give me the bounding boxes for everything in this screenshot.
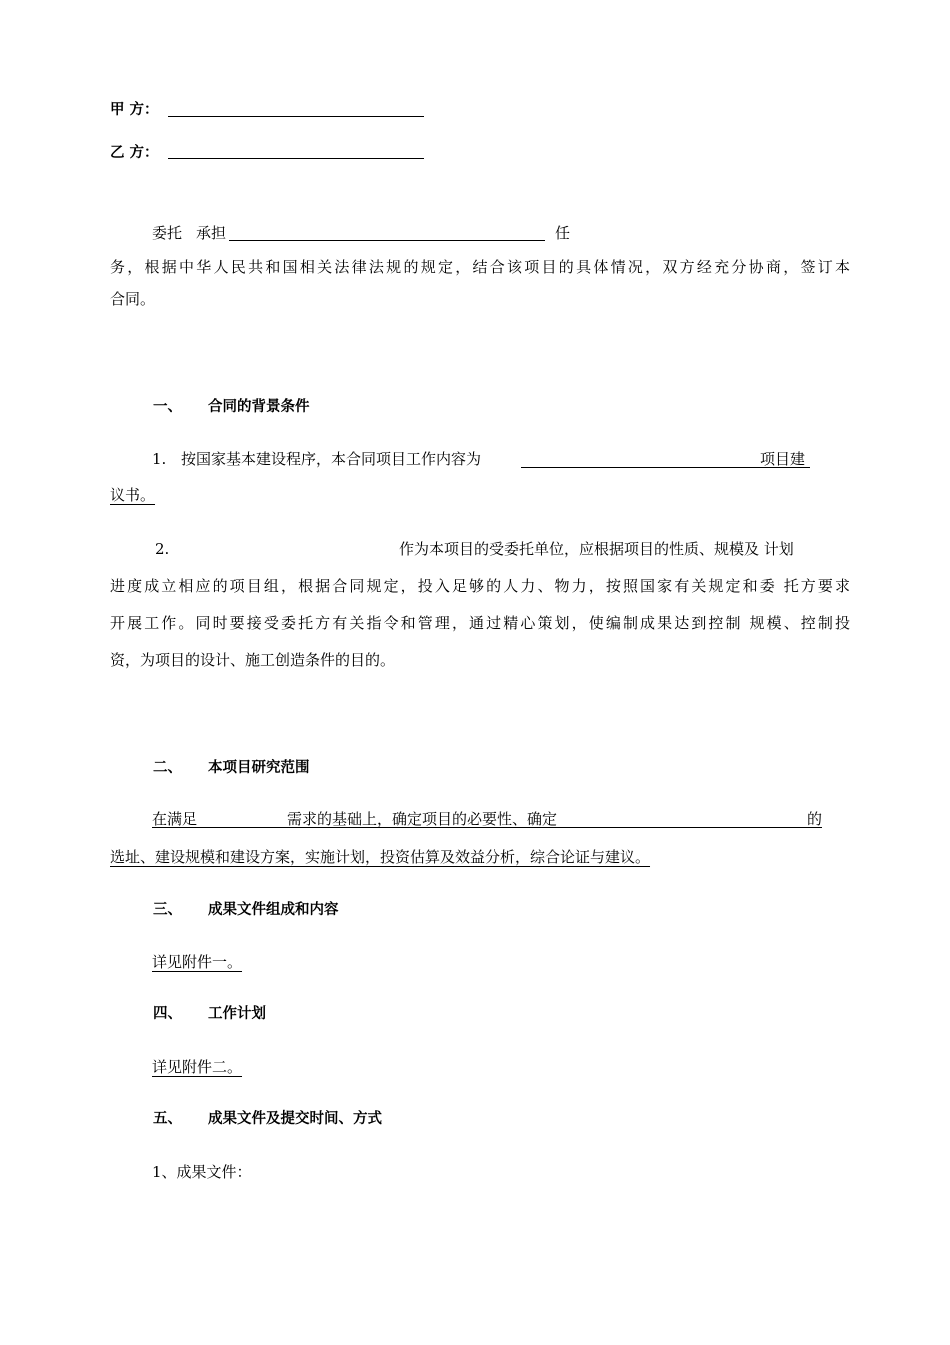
party-b-blank[interactable] [168, 158, 424, 159]
section-2-line-1-end: 的 [807, 810, 823, 828]
section-2-line-1-b: 需求的基础上，确定项目的必要性、确定 [287, 810, 558, 828]
section-1-item-2-line-2: 进度成立相应的项目组，根据合同规定，投入足够的人力、物力，按照国家有关规定和委 托方要求 [110, 577, 850, 595]
section-1-number: 一、 [153, 399, 182, 415]
section-1-item-2-number: 2. [155, 540, 170, 558]
section-1-item-2-line-1: 作为本项目的受委托单位，应根据项目的性质、规模及 计划 [399, 540, 794, 558]
section-2-line-2: 选址、建设规模和建设方案，实施计划，投资估算及效益分析，综合论证与建议。 [110, 848, 651, 866]
intro-line-3: 合同。 [110, 290, 156, 308]
section-3-number: 三、 [153, 902, 182, 918]
section-4-number: 四、 [153, 1006, 182, 1022]
section-3-body: 详见附件一。 [152, 953, 243, 971]
intro-project-blank[interactable] [229, 240, 545, 241]
section-2-line-1-a: 在满足 [152, 810, 198, 828]
section-2-number: 二、 [153, 760, 182, 776]
section-1-title: 合同的背景条件 [208, 399, 310, 415]
party-b-label: 乙 方： [110, 145, 159, 161]
intro-entrust: 委托 [152, 224, 183, 242]
section-1-item-1-number: 1. [152, 450, 167, 468]
intro-line-2: 务，根据中华人民共和国相关法律法规的规定，结合该项目的具体情况，双方经充分协商，签订本 [110, 258, 850, 276]
section-2-line-1-underline[interactable] [152, 827, 822, 828]
section-3-title: 成果文件组成和内容 [208, 902, 339, 918]
section-5-item-1: 1、成果文件： [152, 1163, 252, 1181]
section-1-item-1-line-2: 议书。 [110, 486, 156, 504]
section-4-body: 详见附件二。 [152, 1058, 243, 1076]
section-1-item-2-line-3: 开展工作。同时要接受委托方有关指令和管理，通过精心策划，使编制成果达到控制 规模、控制投 [110, 614, 850, 632]
intro-undertake: 承担 [196, 224, 227, 242]
section-4-title: 工作计划 [208, 1006, 266, 1022]
section-5-title: 成果文件及提交时间、方式 [208, 1111, 382, 1127]
party-a-label: 甲 方： [110, 102, 159, 118]
intro-task-end: 任 [555, 224, 571, 242]
section-5-number: 五、 [153, 1111, 182, 1127]
section-2-title: 本项目研究范围 [208, 760, 310, 776]
section-1-item-1-tail: 项目建 [760, 450, 806, 468]
section-1-item-1-text: 按国家基本建设程序，本合同项目工作内容为 [181, 450, 482, 468]
party-a-blank[interactable] [168, 116, 424, 117]
section-1-item-2-line-4: 资，为项目的设计、施工创造条件的目的。 [110, 651, 396, 669]
